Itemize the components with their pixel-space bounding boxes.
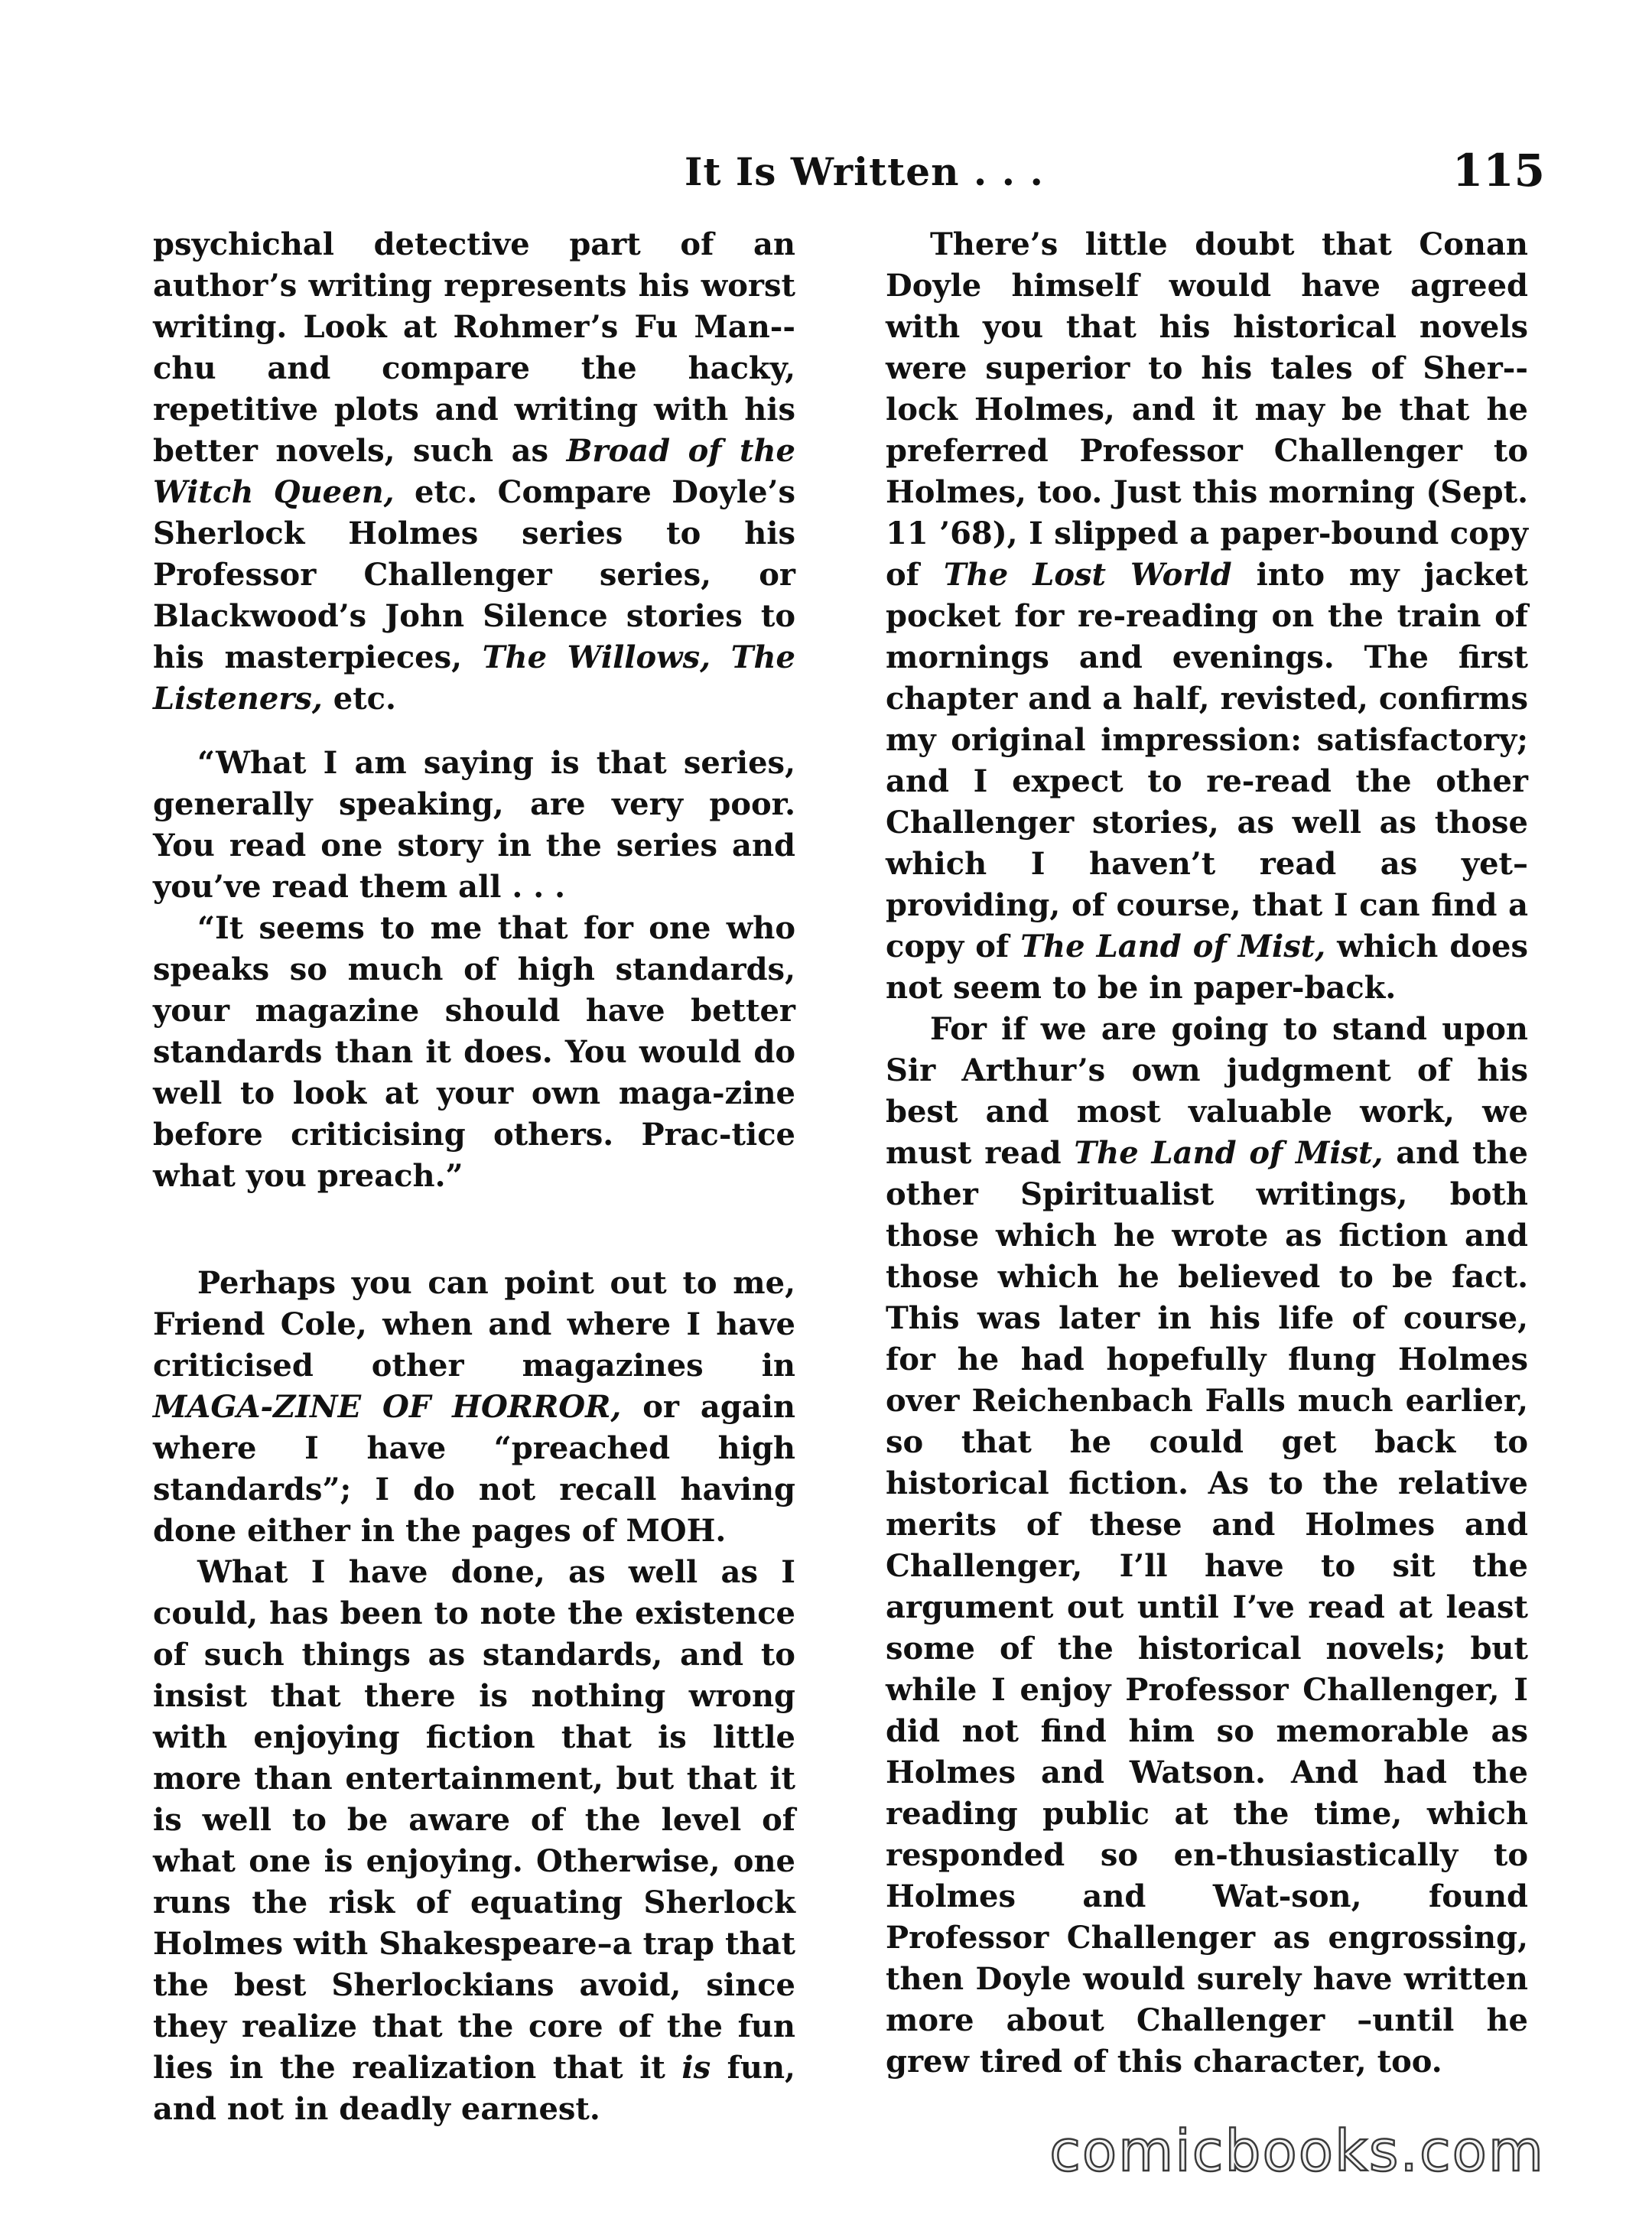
book-title: The Land of Mist, bbox=[1020, 929, 1326, 964]
editor-reply-paragraph: There’s little doubt that Conan Doyle himself would have agreed with you that his historical novels were superior to his tales of Sher-lock Holmes, and it may be that he preferred Professor Challenger to Holmes, too. Just this morning (Sept. 11 ’68), I slipped a paper-bound copy of The Lost World into my jacket pocket for re-reading on the train of mornings and evenings. The first chapter and a half, revisted, confirms my original impression: satisfactory; and I expect to re-read the other Challenger stories, as well as those which I haven’t read as yet–providing, of course, that I can find a copy of The Land of Mist, which does not seem to be in paper-back. bbox=[886, 226, 1529, 1006]
editor-reply-paragraph: Perhaps you can point out to me, Friend Cole, when and where I have criticised other magazines in MAGA-ZINE OF HORROR, or again where I have “preached high standards”; I do not recall having done either in the pages of MOH. bbox=[153, 1265, 796, 1549]
left-column bbox=[153, 224, 795, 2130]
editor-reply-paragraph: For if we are going to stand upon Sir Arthur’s own judgment of his best and most valuable work, we must read The Land of Mist, and the other Spiritualist writings, both those which he wrote as fiction and those which he believed to be fact. This was later in his life of course, for he had hopefully flung Holmes over Reichenbach Falls much earlier, so that he could get back to historical fiction. As to the relative merits of these and Holmes and Challenger, I’ll have to sit the argument out until I’ve read at least some of the historical novels; but while I enjoy Professor Challenger, I did not find him so memorable as Holmes and Watson. And had the reading public at the time, which responded so en-thusiastically to Holmes and Wat-son, found Professor Challenger as engrossing, then Doyle would surely have written more about Challenger –until he grew tired of this character, too. bbox=[886, 1011, 1529, 2080]
running-head: It Is Written . . . bbox=[685, 149, 1044, 194]
page-footer bbox=[1049, 2119, 1545, 2187]
book-title: The Willows, The Listeners, bbox=[153, 639, 795, 717]
magazine-title: MAGA-ZINE OF HORROR, bbox=[153, 1389, 622, 1425]
book-title: The Lost World bbox=[943, 557, 1232, 593]
page-header bbox=[153, 145, 1545, 203]
letter-quote-paragraph: “It seems to me that for one who speaks so much of high standards, your magazine should have better standards than it does. You would do well to look at your own maga-zine before criticising others. Prac-tice what you preach.” bbox=[153, 910, 795, 1194]
book-title: Broad of the Witch Queen, bbox=[153, 433, 795, 510]
page-number: 115 bbox=[1452, 145, 1545, 197]
emphasis: is bbox=[681, 2050, 711, 2086]
editor-reply-paragraph: What I have done, as well as I could, has been to note the existence of such things as standards, and to insist that there is nothing wrong with enjoying fiction that is little more than entertainment, but that it is well to be aware of the level of what one is enjoying. Otherwise, one runs the risk of equating Sherlock Holmes with Shakespeare–a trap that the best Sherlockians avoid, since they realize that the core of the fun lies in the realization that it is fun, and not in deadly earnest. bbox=[153, 1554, 795, 2127]
letter-quote-paragraph: “What I am saying is that series, generally speaking, are very poor. You read one story in the series and you’ve read them all . . . bbox=[153, 745, 795, 905]
book-title: The Land of Mist, bbox=[1074, 1135, 1384, 1171]
watermark-logo: comicbooks.com bbox=[1049, 2119, 1545, 2184]
right-column bbox=[886, 224, 1528, 2083]
paragraph-continued: psychichal detective part of an author’s writing represents his worst writing. Look at Rohmer’s Fu Man-chu and compare the hacky, repetitive plots and writing with his better novels, such as Broad of the Witch Queen, etc. Compare Doyle’s Sherlock Holmes series to his Professor Challenger series, or Blackwood’s John Silence stories to his masterpieces, The Willows, The Listeners, etc. bbox=[153, 226, 795, 717]
